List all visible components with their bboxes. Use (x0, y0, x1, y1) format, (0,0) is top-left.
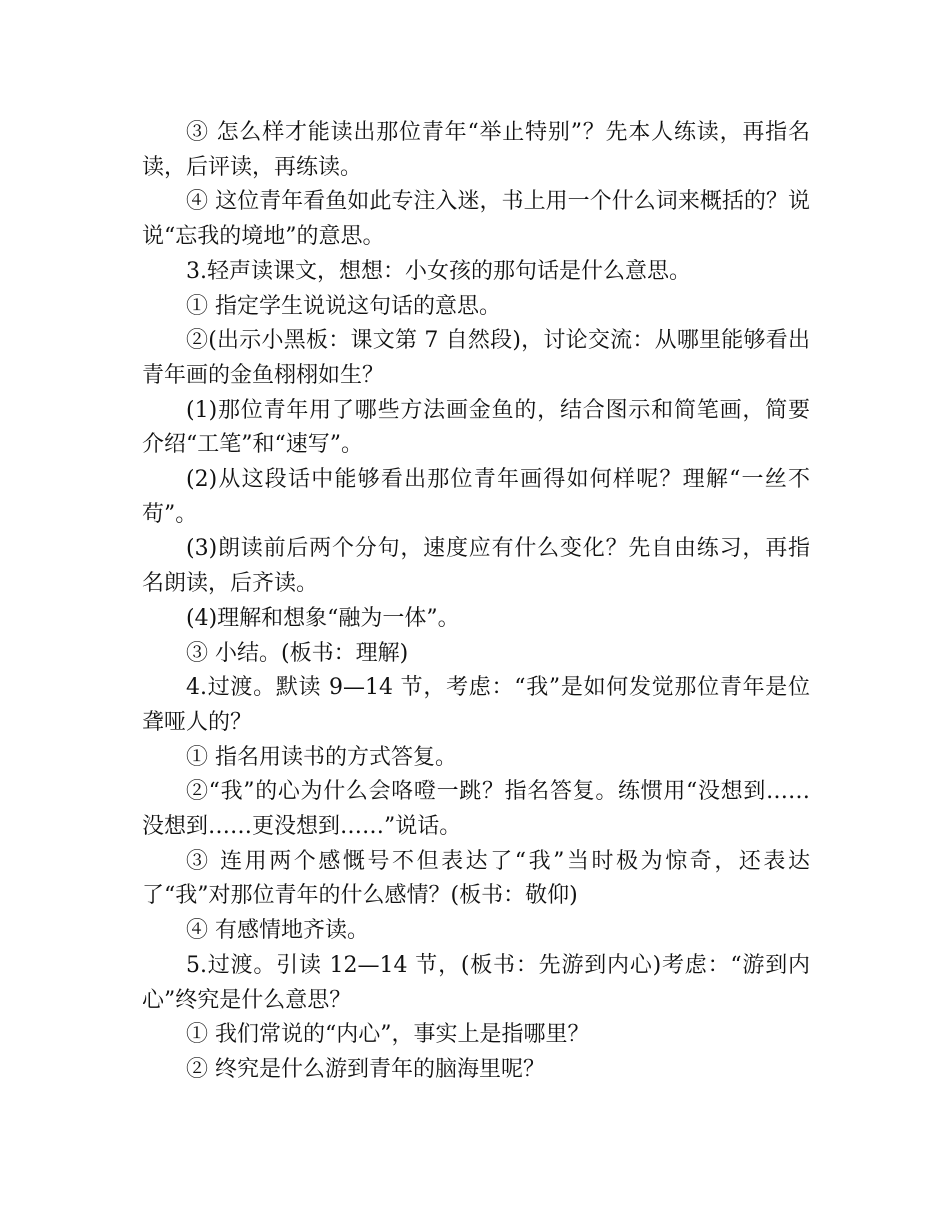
paragraph: ① 我们常说的“内心”，事实上是指哪里？ (186, 1022, 590, 1048)
paragraph: (3)朗读前后两个分句，速度应有什么变化？先自由练习，再指名朗读，后齐读。 (142, 536, 810, 597)
paragraph: ④ 这位青年看鱼如此专注入迷，书上用一个什么词来概括的？说说“忘我的境地”的意思。 (142, 189, 810, 250)
paragraph: ②“我”的心为什么会咯噔一跳？指名答复。练惯用“没想到……没想到……更没想到……”说话。 (142, 779, 810, 840)
paragraph: ② 终究是什么游到青年的脑海里呢？ (186, 1056, 545, 1082)
paragraph: ③ 小结。(板书：理解) (186, 640, 409, 666)
document-body (142, 116, 810, 1088)
paragraph: (2)从这段话中能够看出那位青年画得如何样呢？理解“一丝不苟”。 (142, 467, 810, 527)
paragraph: (4)理解和想象“融为一体”。 (186, 605, 460, 631)
paragraph: (1)那位青年用了哪些方法画金鱼的，结合图示和简笔画，简要介绍“工笔”和“速写”。 (142, 397, 810, 458)
paragraph: ②(出示小黑板：课文第 7 自然段)，讨论交流：从哪里能够看出青年画的金鱼栩栩如生？ (142, 328, 810, 388)
paragraph: 5.过渡。引读 12—14 节，(板书：先游到内心)考虑：“游到内心”终究是什么意思？ (142, 952, 810, 1013)
paragraph: ③ 连用两个感慨号不但表达了“我”当时极为惊奇，还表达了“我”对那位青年的什么感情？(板书：敬仰) (142, 848, 810, 909)
paragraph: ① 指定学生说说这句话的意思。 (186, 293, 501, 319)
paragraph: ④ 有感情地齐读。 (186, 918, 369, 944)
paragraph: ① 指名用读书的方式答复。 (186, 744, 457, 770)
paragraph: ③ 怎么样才能读出那位青年“举止特别”？先本人练读，再指名读，后评读，再练读。 (142, 120, 810, 180)
paragraph: 3.轻声读课文，想想：小女孩的那句话是什么意思。 (186, 258, 691, 284)
paragraph: 4.过渡。默读 9—14 节，考虑：“我”是如何发觉那位青年是位聋哑人的？ (142, 675, 810, 735)
